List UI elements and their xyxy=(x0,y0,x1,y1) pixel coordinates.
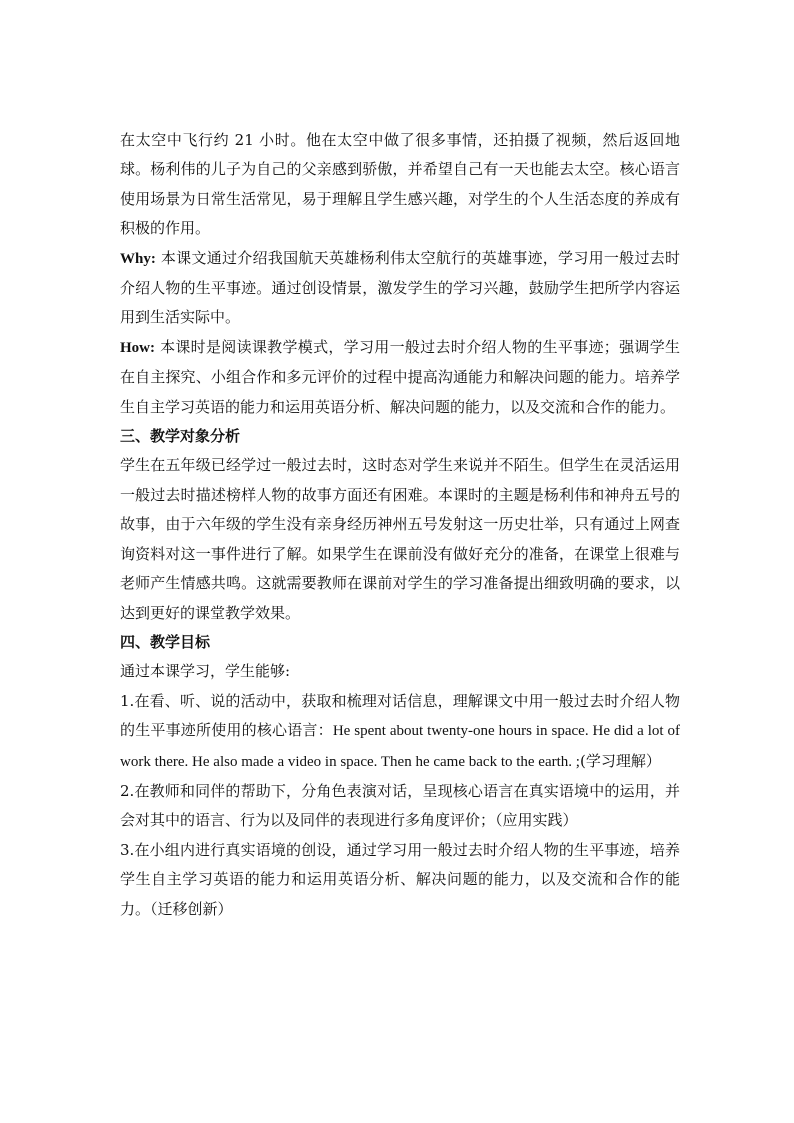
how-text: 本课时是阅读课教学模式，学习用一般过去时介绍人物的生平事迹；强调学生在自主探究、小组合作和多元评价的过程中提高沟通能力和解决问题的能力。培养学生自主学习英语的能力和运用英语分析、解决问题的能力，以及交流和合作的能力。 xyxy=(120,337,680,416)
goal-1-english-text: He spent about twenty-one hours in space. He did a lot of work there. He also made a video in space. Then he came back to the earth. ; xyxy=(120,723,680,770)
document-body xyxy=(120,126,680,924)
goal-item-2: 2.在教师和同伴的帮助下，分角色表演对话，呈现核心语言在真实语境中的运用，并会对其中的语言、行为以及同伴的表现进行多角度评价；（应用实践） xyxy=(120,781,680,830)
goal-1-chinese-text: 1.在看、听、说的活动中，获取和梳理对话信息，理解课文中用一般过去时介绍人物的生平事迹所使用的核心语言： xyxy=(120,691,680,740)
how-paragraph xyxy=(120,333,680,422)
goals-intro: 通过本课学习，学生能够: xyxy=(120,662,291,681)
section-heading-learner-analysis: 三、教学对象分析 xyxy=(120,427,241,446)
why-paragraph xyxy=(120,244,680,333)
goal-item-3: 3.在小组内进行真实语境的创设，通过学习用一般过去时介绍人物的生平事迹，培养学生自主学习英语的能力和运用英语分析、解决问题的能力，以及交流和合作的能力。（迁移创新） xyxy=(120,840,680,918)
intro-paragraph: 在太空中飞行约 21 小时。他在太空中做了很多事情，还拍摄了视频，然后返回地球。杨利伟的儿子为自己的父亲感到骄傲，并希望自己有一天也能去太空。核心语言使用场景为日常生活常见，易于理解且学生感兴趣，对学生的个人生活态度的养成有积极的作用。 xyxy=(120,131,680,238)
why-text: 本课文通过介绍我国航天英雄杨利伟太空航行的英雄事迹，学习用一般过去时介绍人物的生平事迹。通过创设情景，激发学生的学习兴趣，鼓励学生把所学内容运用到生活实际中。 xyxy=(120,248,680,327)
goal-1-tag: (学习理解） xyxy=(579,751,661,770)
goal-item-1 xyxy=(120,687,680,777)
how-label: How: xyxy=(120,339,155,356)
why-label: Why: xyxy=(120,250,156,267)
learner-analysis-paragraph: 学生在五年级已经学过一般过去时，这时态对学生来说并不陌生。但学生在灵活运用一般过去时描述榜样人物的故事方面还有困难。本课时的主题是杨利伟和神舟五号的故事，由于六年级的学生没有亲身经历神州五号发射这一历史壮举，只有通过上网查询资料对这一事件进行了解。如果学生在课前没有做好充分的准备，在课堂上很难与老师产生情感共鸣。这就需要教师在课前对学生的学习准备提出细致明确的要求，以达到更好的课堂教学效果。 xyxy=(120,456,680,622)
section-heading-teaching-goals: 四、教学目标 xyxy=(120,632,211,651)
